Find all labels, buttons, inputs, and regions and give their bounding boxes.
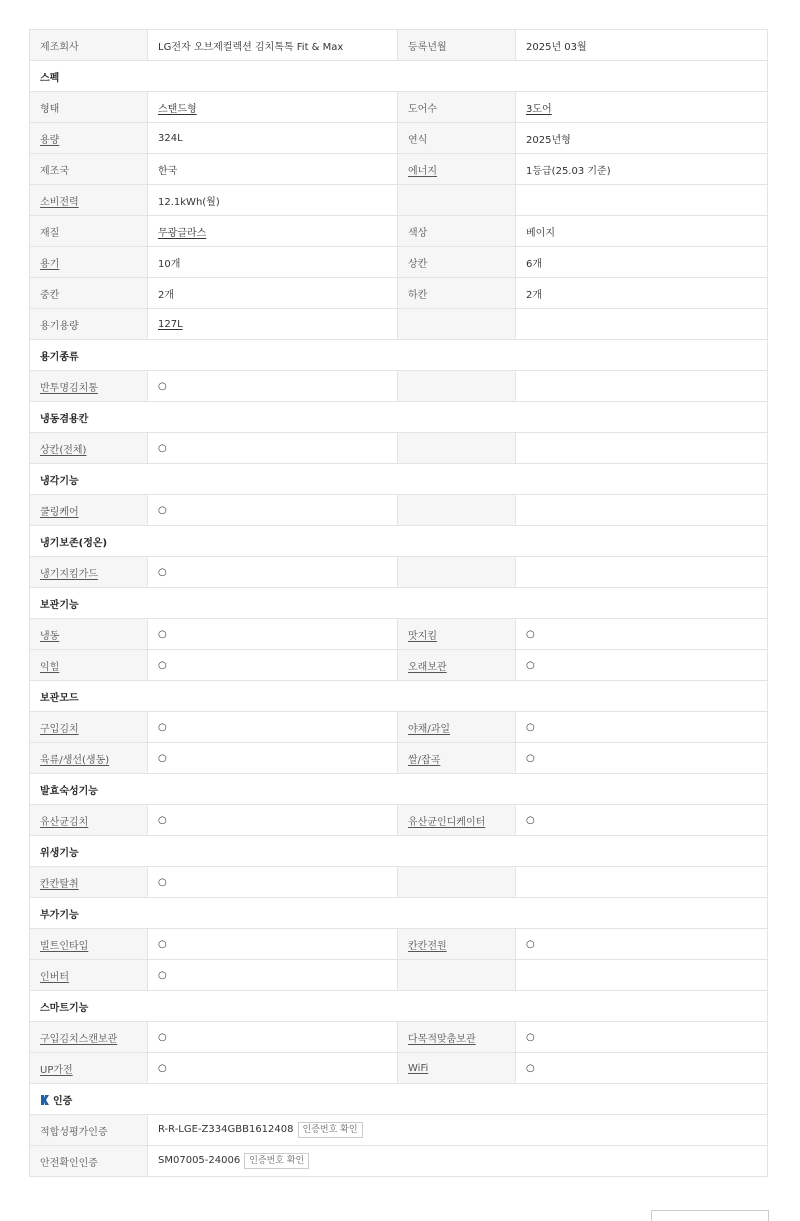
section-header [30, 1084, 768, 1115]
spec-label[interactable]: 인버터 [40, 971, 69, 983]
spec-value-cell [516, 557, 768, 588]
spec-value: ○ [158, 659, 167, 671]
spec-value-cell [148, 805, 398, 836]
spec-value: ○ [158, 566, 167, 578]
spec-value-cell [148, 495, 398, 526]
section-title: 냉기보존(정온) [40, 537, 108, 549]
spec-value-cell [148, 92, 398, 123]
spec-value-cell [516, 92, 768, 123]
section-title: 스펙 [40, 72, 60, 84]
spec-value-cell [148, 712, 398, 743]
section-title-cell [30, 836, 768, 867]
spec-label: 제조국 [40, 165, 69, 177]
spec-value-cell [516, 1022, 768, 1053]
spec-label[interactable]: 칸칸탈취 [40, 878, 79, 890]
cert-label: 적합성평가인증 [40, 1126, 108, 1138]
spec-value-cell [516, 216, 768, 247]
section-header [30, 402, 768, 433]
spec-label[interactable]: 쿨링케어 [40, 506, 79, 518]
spec-label[interactable]: 빌트인타입 [40, 940, 89, 952]
section-title: 인증 [53, 1095, 73, 1107]
spec-value[interactable]: 127L [158, 318, 183, 330]
spec-row [30, 216, 768, 247]
spec-value-cell [516, 650, 768, 681]
spec-label-cell [398, 371, 516, 402]
spec-label: 등록년월 [408, 41, 447, 53]
spec-value: LG전자 오브제컬렉션 김치톡톡 Fit & Max [158, 41, 344, 53]
spec-value[interactable]: 무광글라스 [158, 227, 207, 239]
spec-value-cell [516, 805, 768, 836]
cert-number: R-R-LGE-Z334GBB1612408 [158, 1124, 294, 1135]
spec-value-cell [516, 433, 768, 464]
spec-row [30, 929, 768, 960]
spec-row [30, 805, 768, 836]
spec-value: ○ [526, 814, 535, 826]
spec-label-cell [398, 712, 516, 743]
spec-row [30, 960, 768, 991]
spec-label[interactable]: 유산균김치 [40, 816, 89, 828]
spec-row [30, 1053, 768, 1084]
section-header [30, 61, 768, 92]
spec-label[interactable]: UP가전 [40, 1064, 73, 1076]
spec-row [30, 743, 768, 774]
section-title-cell [30, 681, 768, 712]
spec-label-cell [398, 557, 516, 588]
spec-label[interactable]: 냉동 [40, 630, 60, 642]
spec-label-cell [398, 495, 516, 526]
spec-value: ○ [158, 1062, 167, 1074]
spec-value: 베이지 [526, 227, 555, 239]
spec-value-cell [148, 30, 398, 61]
spec-value-cell [516, 619, 768, 650]
spec-label-cell [398, 867, 516, 898]
spec-label-cell [30, 495, 148, 526]
section-title-cell [30, 526, 768, 557]
section-header [30, 526, 768, 557]
spec-value: ○ [526, 1062, 535, 1074]
spec-label-cell [398, 247, 516, 278]
spec-label-cell [398, 154, 516, 185]
section-title-cell [30, 464, 768, 495]
spec-label-cell [30, 433, 148, 464]
spec-value[interactable]: 3도어 [526, 103, 552, 115]
spec-row [30, 278, 768, 309]
cert-row [30, 1115, 768, 1146]
spec-label-cell [398, 1022, 516, 1053]
spec-value-cell [516, 247, 768, 278]
spec-value: ○ [158, 876, 167, 888]
section-title-cell [30, 61, 768, 92]
spec-value-cell [148, 867, 398, 898]
spec-value: ○ [158, 752, 167, 764]
spec-row [30, 619, 768, 650]
spec-label[interactable]: 용기 [40, 258, 60, 270]
spec-label: 색상 [408, 227, 428, 239]
spec-value: ○ [158, 380, 167, 392]
spec-label-cell [30, 30, 148, 61]
spec-value-cell [148, 433, 398, 464]
spec-label[interactable]: 다목적맞춤보관 [408, 1033, 476, 1045]
section-title-cell [30, 340, 768, 371]
spec-label[interactable]: 소비전력 [40, 196, 79, 208]
spec-value-cell [516, 30, 768, 61]
spec-row [30, 30, 768, 61]
spec-value: ○ [526, 1031, 535, 1043]
spec-row [30, 247, 768, 278]
spec-value: ○ [158, 504, 167, 516]
spec-value-cell [148, 216, 398, 247]
spec-label: 형태 [40, 103, 60, 115]
spec-value: 2025년 03월 [526, 41, 587, 53]
spec-label-cell [30, 247, 148, 278]
spec-label-cell [398, 650, 516, 681]
spec-label-cell [30, 185, 148, 216]
spec-label-cell [30, 278, 148, 309]
spec-label-cell [30, 123, 148, 154]
spec-label[interactable]: 구입김치 [40, 723, 79, 735]
spec-label-cell [398, 619, 516, 650]
spec-label[interactable]: 맛지킴 [408, 630, 437, 642]
cert-value-cell [148, 1115, 768, 1146]
spec-value-cell [516, 960, 768, 991]
spec-table [29, 29, 768, 1177]
spec-row [30, 557, 768, 588]
spec-label[interactable]: 에너지 [408, 165, 437, 177]
spec-label-cell [30, 557, 148, 588]
spec-label[interactable]: 냉기지킴가드 [40, 568, 98, 580]
spec-row [30, 1022, 768, 1053]
spec-value-cell [148, 123, 398, 154]
spec-value-cell [148, 960, 398, 991]
section-title: 위생기능 [40, 847, 79, 859]
spec-value-cell [148, 557, 398, 588]
spec-value-cell [516, 743, 768, 774]
spec-value-cell [148, 619, 398, 650]
spec-value-cell [148, 929, 398, 960]
cert-label: 안전확인인증 [40, 1157, 98, 1169]
spec-value: 한국 [158, 165, 178, 177]
section-title: 냉각기능 [40, 475, 79, 487]
spec-label-cell [30, 92, 148, 123]
spec-label-cell [30, 867, 148, 898]
spec-row [30, 371, 768, 402]
spec-value-cell [148, 743, 398, 774]
section-title: 냉동겸용칸 [40, 413, 89, 425]
spec-value: ○ [158, 628, 167, 640]
spec-value-cell [148, 154, 398, 185]
spec-value-cell [516, 185, 768, 216]
section-title: 용기종류 [40, 351, 79, 363]
section-header [30, 898, 768, 929]
kc-cert-icon [40, 1094, 50, 1106]
spec-label[interactable]: 용량 [40, 134, 60, 146]
spec-row [30, 433, 768, 464]
spec-value-cell [516, 154, 768, 185]
spec-value-cell [516, 929, 768, 960]
section-title: 스마트기능 [40, 1002, 89, 1014]
section-header [30, 991, 768, 1022]
cert-check-button[interactable]: 인증번호 확인 [244, 1153, 309, 1169]
spec-value: ○ [158, 938, 167, 950]
spec-label[interactable]: 야채/과일 [408, 723, 451, 735]
spec-row [30, 650, 768, 681]
spec-value-cell [148, 650, 398, 681]
spec-label-cell [30, 929, 148, 960]
spec-label-cell [398, 92, 516, 123]
cert-row [30, 1146, 768, 1177]
section-title-cell [30, 402, 768, 433]
spec-value-cell [516, 309, 768, 340]
spec-label[interactable]: 육류/생선(생동) [40, 754, 110, 766]
spec-label-cell [30, 805, 148, 836]
spec-row [30, 495, 768, 526]
cert-label-cell [30, 1146, 148, 1177]
spec-value-cell [516, 495, 768, 526]
section-title-cell [30, 898, 768, 929]
spec-table-body [30, 30, 768, 1177]
spec-value: 10개 [158, 258, 181, 270]
spec-value: ○ [526, 938, 535, 950]
spec-value-cell [516, 867, 768, 898]
spec-label-cell [30, 743, 148, 774]
spec-row [30, 185, 768, 216]
spec-label: 상칸 [408, 258, 428, 270]
spec-value-cell [516, 278, 768, 309]
spec-label: 하칸 [408, 289, 428, 301]
spec-value: ○ [526, 659, 535, 671]
spec-label: 연식 [408, 134, 428, 146]
spec-value: 12.1kWh(월) [158, 196, 220, 208]
spec-value-cell [516, 1053, 768, 1084]
spec-value-cell [148, 371, 398, 402]
spec-label: 도어수 [408, 103, 437, 115]
section-title-cell [30, 588, 768, 619]
spec-label-cell [398, 960, 516, 991]
spec-label-cell [30, 216, 148, 247]
spec-label-cell [398, 1053, 516, 1084]
cert-value-cell [148, 1146, 768, 1177]
section-header [30, 588, 768, 619]
spec-label-cell [30, 712, 148, 743]
section-header [30, 836, 768, 867]
spec-row [30, 92, 768, 123]
section-header [30, 681, 768, 712]
section-title: 보관모드 [40, 692, 79, 704]
spec-value-cell [148, 1053, 398, 1084]
spec-label[interactable]: 상칸(전체) [40, 444, 87, 456]
spec-label-cell [398, 185, 516, 216]
spec-label[interactable]: 쌀/잡곡 [408, 754, 441, 766]
spec-value: 1등급(25.03 기준) [526, 165, 611, 177]
spec-value-cell [148, 278, 398, 309]
spec-label[interactable]: 익힘 [40, 661, 60, 673]
spec-row [30, 309, 768, 340]
spec-row [30, 867, 768, 898]
spec-label[interactable]: 구입김치스캔보관 [40, 1033, 118, 1045]
spec-value[interactable]: 스탠드형 [158, 103, 197, 115]
spec-label-cell [398, 743, 516, 774]
cert-check-button[interactable]: 인증번호 확인 [298, 1122, 363, 1138]
spec-value: 324L [158, 132, 183, 144]
spec-row [30, 712, 768, 743]
spec-value: ○ [526, 752, 535, 764]
spec-value: ○ [158, 442, 167, 454]
spec-value: ○ [158, 969, 167, 981]
spec-label-cell [30, 650, 148, 681]
spec-value-cell [516, 371, 768, 402]
spec-label: 제조회사 [40, 41, 79, 53]
spec-label-cell [398, 123, 516, 154]
spec-value: ○ [526, 721, 535, 733]
spec-value: ○ [158, 814, 167, 826]
spec-label-cell [398, 216, 516, 247]
spec-value-cell [148, 247, 398, 278]
section-title-cell [30, 774, 768, 805]
spec-value: ○ [526, 628, 535, 640]
spec-label-cell [398, 433, 516, 464]
section-header [30, 340, 768, 371]
section-title: 보관기능 [40, 599, 79, 611]
spec-label[interactable]: 반투명김치통 [40, 382, 98, 394]
spec-label: 용기용량 [40, 320, 79, 332]
spec-label-cell [30, 371, 148, 402]
spec-label-cell [30, 309, 148, 340]
spec-label: 재질 [40, 227, 60, 239]
spec-row [30, 154, 768, 185]
cert-label-cell [30, 1115, 148, 1146]
spec-value-cell [516, 123, 768, 154]
spec-value: 6개 [526, 258, 543, 270]
spec-row [30, 123, 768, 154]
spec-label-cell [398, 309, 516, 340]
spec-label-cell [30, 960, 148, 991]
cert-number: SM07005-24006 [158, 1155, 241, 1166]
spec-value-cell [148, 185, 398, 216]
section-title-cell [30, 1084, 768, 1115]
spec-label-cell [30, 619, 148, 650]
spec-value: 2개 [158, 289, 175, 301]
spec-value-cell [148, 1022, 398, 1053]
spec-label-cell [30, 154, 148, 185]
spec-label[interactable]: 오래보관 [408, 661, 447, 673]
section-header [30, 774, 768, 805]
spec-label-cell [30, 1022, 148, 1053]
spec-value: 2025년형 [526, 134, 571, 146]
spec-label[interactable]: 칸칸전원 [408, 940, 447, 952]
spec-label-cell [398, 805, 516, 836]
spec-value: ○ [158, 721, 167, 733]
spec-label-cell [398, 278, 516, 309]
spec-value-cell [516, 712, 768, 743]
more-button[interactable] [651, 1210, 769, 1221]
section-title: 부가기능 [40, 909, 79, 921]
spec-value: 2개 [526, 289, 543, 301]
spec-value: ○ [158, 1031, 167, 1043]
spec-value-cell [148, 309, 398, 340]
spec-label: 중칸 [40, 289, 60, 301]
spec-label[interactable]: 유산균인디케이터 [408, 816, 486, 828]
section-title: 발효숙성기능 [40, 785, 98, 797]
section-header [30, 464, 768, 495]
spec-label-cell [398, 30, 516, 61]
spec-label-cell [30, 1053, 148, 1084]
spec-label[interactable]: WiFi [408, 1062, 429, 1074]
section-title-cell [30, 991, 768, 1022]
spec-label-cell [398, 929, 516, 960]
